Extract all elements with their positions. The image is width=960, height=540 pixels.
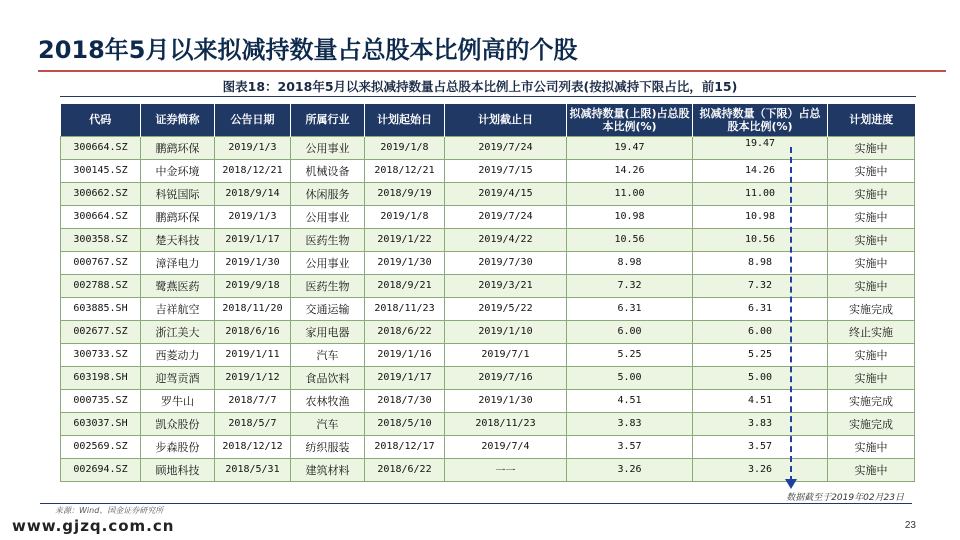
cell-progress: 实施中 [828, 205, 915, 228]
header-progress: 计划进度 [828, 104, 915, 136]
cell-announce-date: 2018/11/20 [215, 297, 291, 320]
reduction-plan-table [60, 104, 915, 482]
cell-lower-ratio: 5.00 [693, 366, 828, 389]
cell-lower-ratio: 10.98 [693, 205, 828, 228]
cell-short-name: 鹏鹞环保 [141, 205, 215, 228]
cell-announce-date: 2019/1/30 [215, 251, 291, 274]
cell-short-name: 步森股份 [141, 435, 215, 458]
header-plan-start: 计划起始日 [365, 104, 445, 136]
cell-lower-ratio: 14.26 [693, 159, 828, 182]
cell-progress: 实施中 [828, 366, 915, 389]
cell-industry: 公用事业 [291, 205, 365, 228]
table-row [61, 136, 915, 159]
cell-industry: 汽车 [291, 343, 365, 366]
cell-lower-ratio: 4.51 [693, 389, 828, 412]
cell-industry: 纺织服装 [291, 435, 365, 458]
cell-code: 000735.SZ [61, 389, 141, 412]
cell-short-name: 顾地科技 [141, 458, 215, 481]
table-row [61, 389, 915, 412]
cell-plan-end: 2019/7/16 [445, 366, 567, 389]
cell-industry: 机械设备 [291, 159, 365, 182]
cell-plan-start: 2018/12/21 [365, 159, 445, 182]
table-row [61, 412, 915, 435]
cell-upper-ratio: 3.26 [567, 458, 693, 481]
cell-announce-date: 2018/5/7 [215, 412, 291, 435]
cell-progress: 实施中 [828, 251, 915, 274]
cell-industry: 医药生物 [291, 228, 365, 251]
cell-code: 300664.SZ [61, 205, 141, 228]
source-note: 来源：Wind、国金证券研究所 [55, 506, 164, 515]
cell-announce-date: 2018/6/16 [215, 320, 291, 343]
cell-short-name: 浙江美大 [141, 320, 215, 343]
cell-industry: 家用电器 [291, 320, 365, 343]
cell-progress: 实施中 [828, 136, 915, 159]
ranking-arrow-line [790, 147, 792, 482]
cell-lower-ratio: 3.83 [693, 412, 828, 435]
cell-progress: 实施中 [828, 159, 915, 182]
cell-industry: 公用事业 [291, 136, 365, 159]
cell-upper-ratio: 8.98 [567, 251, 693, 274]
table-caption: 图表18：2018年5月以来拟减持数量占总股本比例上市公司列表(按拟减持下限占比，前15) [222, 79, 738, 94]
cell-plan-end: 2019/7/15 [445, 159, 567, 182]
cell-plan-start: 2019/1/30 [365, 251, 445, 274]
cell-lower-ratio: 7.32 [693, 274, 828, 297]
cell-lower-ratio: 5.25 [693, 343, 828, 366]
cell-progress: 实施完成 [828, 412, 915, 435]
ranking-arrow-head [785, 479, 797, 489]
header-code: 代码 [61, 104, 141, 136]
cell-announce-date: 2019/1/3 [215, 205, 291, 228]
cell-industry: 建筑材料 [291, 458, 365, 481]
cell-plan-end: 2018/11/23 [445, 412, 567, 435]
cell-short-name: 凯众股份 [141, 412, 215, 435]
cell-code: 300662.SZ [61, 182, 141, 205]
table-row [61, 182, 915, 205]
cell-upper-ratio: 5.25 [567, 343, 693, 366]
cell-upper-ratio: 3.83 [567, 412, 693, 435]
table-row [61, 458, 915, 481]
cell-lower-ratio: 8.98 [693, 251, 828, 274]
cell-short-name: 西菱动力 [141, 343, 215, 366]
cell-short-name: 罗牛山 [141, 389, 215, 412]
footer-rule [40, 503, 912, 504]
cell-short-name: 科锐国际 [141, 182, 215, 205]
cell-code: 002677.SZ [61, 320, 141, 343]
cell-progress: 实施中 [828, 182, 915, 205]
cell-industry: 食品饮料 [291, 366, 365, 389]
cell-announce-date: 2019/9/18 [215, 274, 291, 297]
cell-progress: 实施完成 [828, 297, 915, 320]
cell-upper-ratio: 5.00 [567, 366, 693, 389]
cell-plan-start: 2019/1/17 [365, 366, 445, 389]
cell-upper-ratio: 7.32 [567, 274, 693, 297]
cell-plan-start: 2018/9/19 [365, 182, 445, 205]
cell-plan-start: 2019/1/22 [365, 228, 445, 251]
cell-short-name: 楚天科技 [141, 228, 215, 251]
header-lower-ratio: 拟减持数量（下限）占总股本比例(%) [693, 104, 828, 136]
data-as-of-note: 数据截至于2019年02月23日 [786, 493, 904, 503]
cell-plan-end: 2019/7/1 [445, 343, 567, 366]
cell-plan-end: 2019/3/21 [445, 274, 567, 297]
cell-plan-end: 一一 [445, 458, 567, 481]
cell-upper-ratio: 6.00 [567, 320, 693, 343]
cell-progress: 终止实施 [828, 320, 915, 343]
cell-plan-end: 2019/5/22 [445, 297, 567, 320]
table-row [61, 228, 915, 251]
table-row [61, 366, 915, 389]
cell-short-name: 迎驾贡酒 [141, 366, 215, 389]
cell-announce-date: 2018/12/21 [215, 159, 291, 182]
table-row [61, 159, 915, 182]
cell-plan-start: 2018/11/23 [365, 297, 445, 320]
cell-industry: 交通运输 [291, 297, 365, 320]
cell-upper-ratio: 3.57 [567, 435, 693, 458]
table-row [61, 251, 915, 274]
cell-progress: 实施中 [828, 435, 915, 458]
cell-code: 002569.SZ [61, 435, 141, 458]
table-row [61, 320, 915, 343]
caption-underline [60, 96, 916, 97]
cell-code: 300664.SZ [61, 136, 141, 159]
cell-plan-end: 2019/1/30 [445, 389, 567, 412]
cell-progress: 实施中 [828, 228, 915, 251]
cell-lower-ratio: 3.57 [693, 435, 828, 458]
cell-short-name: 漳泽电力 [141, 251, 215, 274]
header-announce-date: 公告日期 [215, 104, 291, 136]
cell-plan-end: 2019/1/10 [445, 320, 567, 343]
cell-announce-date: 2018/5/31 [215, 458, 291, 481]
cell-upper-ratio: 11.00 [567, 182, 693, 205]
table-row [61, 297, 915, 320]
cell-plan-start: 2018/9/21 [365, 274, 445, 297]
cell-plan-end: 2019/7/24 [445, 205, 567, 228]
page-number: 23 [904, 520, 916, 531]
cell-progress: 实施中 [828, 343, 915, 366]
cell-plan-start: 2019/1/16 [365, 343, 445, 366]
cell-industry: 农林牧渔 [291, 389, 365, 412]
cell-industry: 医药生物 [291, 274, 365, 297]
cell-announce-date: 2018/7/7 [215, 389, 291, 412]
cell-lower-ratio: 6.00 [693, 320, 828, 343]
table-row [61, 343, 915, 366]
table-row [61, 274, 915, 297]
cell-plan-end: 2019/4/15 [445, 182, 567, 205]
cell-announce-date: 2018/9/14 [215, 182, 291, 205]
cell-announce-date: 2019/1/17 [215, 228, 291, 251]
cell-lower-ratio: 11.00 [693, 182, 828, 205]
cell-lower-ratio: 6.31 [693, 297, 828, 320]
header-industry: 所属行业 [291, 104, 365, 136]
cell-upper-ratio: 10.98 [567, 205, 693, 228]
cell-upper-ratio: 10.56 [567, 228, 693, 251]
cell-code: 002788.SZ [61, 274, 141, 297]
cell-code: 300145.SZ [61, 159, 141, 182]
cell-lower-ratio: 10.56 [693, 228, 828, 251]
cell-lower-ratio: 19.47 [693, 136, 828, 159]
site-watermark: www.gjzq.com.cn [12, 517, 175, 535]
cell-lower-ratio: 3.26 [693, 458, 828, 481]
cell-plan-end: 2019/7/30 [445, 251, 567, 274]
cell-code: 603198.SH [61, 366, 141, 389]
cell-plan-start: 2019/1/8 [365, 136, 445, 159]
title-underline [38, 70, 946, 72]
cell-plan-start: 2018/5/10 [365, 412, 445, 435]
cell-code: 300358.SZ [61, 228, 141, 251]
cell-plan-start: 2018/6/22 [365, 458, 445, 481]
cell-upper-ratio: 14.26 [567, 159, 693, 182]
cell-announce-date: 2019/1/12 [215, 366, 291, 389]
cell-short-name: 鹏鹞环保 [141, 136, 215, 159]
cell-code: 000767.SZ [61, 251, 141, 274]
cell-code: 603037.SH [61, 412, 141, 435]
cell-progress: 实施中 [828, 274, 915, 297]
cell-plan-end: 2019/7/24 [445, 136, 567, 159]
cell-announce-date: 2019/1/3 [215, 136, 291, 159]
table-row [61, 435, 915, 458]
cell-upper-ratio: 19.47 [567, 136, 693, 159]
page-title: 2018年5月以来拟减持数量占总股本比例高的个股 [38, 36, 578, 64]
cell-plan-start: 2018/6/22 [365, 320, 445, 343]
table-row [61, 205, 915, 228]
cell-plan-start: 2019/1/8 [365, 205, 445, 228]
cell-plan-end: 2019/7/4 [445, 435, 567, 458]
cell-code: 603885.SH [61, 297, 141, 320]
cell-plan-start: 2018/12/17 [365, 435, 445, 458]
cell-short-name: 中金环境 [141, 159, 215, 182]
table-body [61, 136, 915, 481]
cell-progress: 实施完成 [828, 389, 915, 412]
table-header-row [61, 104, 915, 136]
cell-plan-start: 2018/7/30 [365, 389, 445, 412]
cell-short-name: 鹭燕医药 [141, 274, 215, 297]
cell-upper-ratio: 6.31 [567, 297, 693, 320]
cell-industry: 公用事业 [291, 251, 365, 274]
cell-industry: 休闲服务 [291, 182, 365, 205]
cell-code: 002694.SZ [61, 458, 141, 481]
header-short-name: 证券简称 [141, 104, 215, 136]
cell-short-name: 吉祥航空 [141, 297, 215, 320]
cell-industry: 汽车 [291, 412, 365, 435]
cell-progress: 实施中 [828, 458, 915, 481]
header-plan-end: 计划截止日 [445, 104, 567, 136]
cell-plan-end: 2019/4/22 [445, 228, 567, 251]
cell-code: 300733.SZ [61, 343, 141, 366]
cell-upper-ratio: 4.51 [567, 389, 693, 412]
cell-announce-date: 2018/12/12 [215, 435, 291, 458]
cell-announce-date: 2019/1/11 [215, 343, 291, 366]
header-upper-ratio: 拟减持数量(上限)占总股本比例(%) [567, 104, 693, 136]
